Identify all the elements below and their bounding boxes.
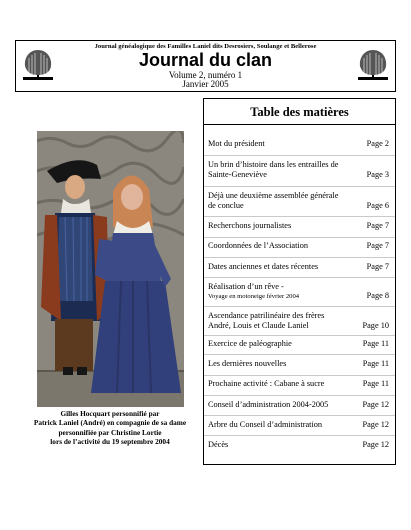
- toc-entry-subtitle: Voyage en motoneige février 2004: [208, 293, 300, 300]
- toc-entry[interactable]: [208, 282, 391, 301]
- toc-page-number: Page 11: [362, 379, 389, 388]
- toc-page-number: Page 11: [362, 339, 389, 348]
- toc-page-number: Page 7: [366, 262, 389, 271]
- toc-entry[interactable]: [208, 420, 391, 430]
- toc-entry-text: Décès: [208, 440, 229, 449]
- toc-entry-text: Un brin d’histoire dans les entrailles de: [208, 160, 339, 169]
- caption-line: Patrick Laniel (André) en compagnie de sa dame: [33, 418, 187, 428]
- caption-line: lors de l’activité du 19 septembre 2004: [50, 437, 170, 447]
- toc-entry-text: Réalisation d’un rêve -: [208, 282, 284, 291]
- toc-entry[interactable]: [208, 379, 391, 389]
- toc-divider: [204, 375, 395, 376]
- toc-entry[interactable]: [208, 359, 391, 369]
- journal-header: [15, 40, 396, 92]
- toc-entry[interactable]: [208, 311, 391, 331]
- cover-photo: [37, 131, 184, 407]
- toc-page-number: Page 3: [366, 170, 389, 179]
- toc-entry-text: Ascendance patrilinéaire des frères: [208, 311, 325, 320]
- toc-page-number: Page 12: [362, 420, 389, 429]
- toc-entry-text: Déjà une deuxième assemblée générale: [208, 191, 339, 200]
- toc-divider: [204, 335, 395, 336]
- toc-entry-text: Conseil d’administration 2004-2005: [208, 400, 329, 409]
- toc-divider: [204, 354, 395, 355]
- toc-page-number: Page 2: [366, 139, 389, 148]
- toc-page-number: Page 7: [366, 221, 389, 230]
- toc-entry-text: Arbre du Conseil d’administration: [208, 420, 323, 429]
- tree-icon: [356, 46, 390, 82]
- toc-entry-text: Recherchons journalistes: [208, 221, 292, 230]
- toc-entry-text: de conclue: [208, 201, 244, 210]
- toc-page-number: Page 12: [362, 400, 389, 409]
- toc-entry[interactable]: [208, 160, 391, 180]
- toc-entry[interactable]: [208, 339, 391, 349]
- toc-page-number: Page 12: [362, 440, 389, 449]
- toc-entry-text: Sainte-Geneviève: [208, 170, 267, 179]
- toc-divider: [204, 155, 395, 156]
- toc-title: Table des matières: [250, 105, 349, 119]
- toc-page-number: Page 10: [362, 321, 389, 330]
- tree-icon: [21, 46, 55, 82]
- toc-divider: [204, 216, 395, 217]
- toc-divider: [204, 306, 395, 307]
- toc-entry-text: Prochaine activité : Cabane à sucre: [208, 379, 325, 388]
- toc-entry[interactable]: [208, 262, 391, 272]
- toc-divider: [204, 237, 395, 238]
- toc-divider: [204, 277, 395, 278]
- toc-entry-text: Dates anciennes et dates récentes: [208, 262, 319, 271]
- table-of-contents: [203, 98, 396, 465]
- toc-entry[interactable]: [208, 191, 391, 211]
- toc-divider: [204, 186, 395, 187]
- toc-entry[interactable]: [208, 139, 391, 149]
- toc-divider: [204, 415, 395, 416]
- toc-divider: [204, 435, 395, 436]
- toc-divider: [204, 257, 395, 258]
- toc-entry-text: Exercice de paléographie: [208, 339, 292, 348]
- toc-page-number: Page 7: [366, 241, 389, 250]
- toc-page-number: Page 6: [366, 201, 389, 210]
- masthead: Journal généalogique des Familles Laniel dits Desrosiers, Soulange et Bellerose: [94, 43, 317, 50]
- toc-entry-text: Mot du président: [208, 139, 265, 148]
- photo-caption: [24, 409, 196, 447]
- toc-entry-text: André, Louis et Claude Laniel: [208, 321, 309, 330]
- toc-entry-text: Les dernières nouvelles: [208, 359, 287, 368]
- issue-date: Janvier 2005: [182, 79, 229, 89]
- toc-title-rule: [204, 124, 395, 125]
- toc-page-number: Page 11: [362, 359, 389, 368]
- toc-entry[interactable]: [208, 221, 391, 231]
- toc-entry[interactable]: [208, 400, 391, 410]
- journal-title: Journal du clan: [138, 50, 273, 70]
- toc-page-number: Page 8: [366, 291, 389, 300]
- toc-entry[interactable]: [208, 241, 391, 251]
- toc-divider: [204, 395, 395, 396]
- caption-line: personnifiée par Christine Lortie: [58, 427, 162, 437]
- couple-photo: [37, 131, 184, 407]
- toc-entry-text: Coordonnées de l’Association: [208, 241, 309, 250]
- caption-line: Gilles Hocquart personnifié par: [60, 409, 160, 418]
- toc-entry[interactable]: [208, 440, 391, 450]
- volume-number: Volume 2, numéro 1: [168, 70, 243, 80]
